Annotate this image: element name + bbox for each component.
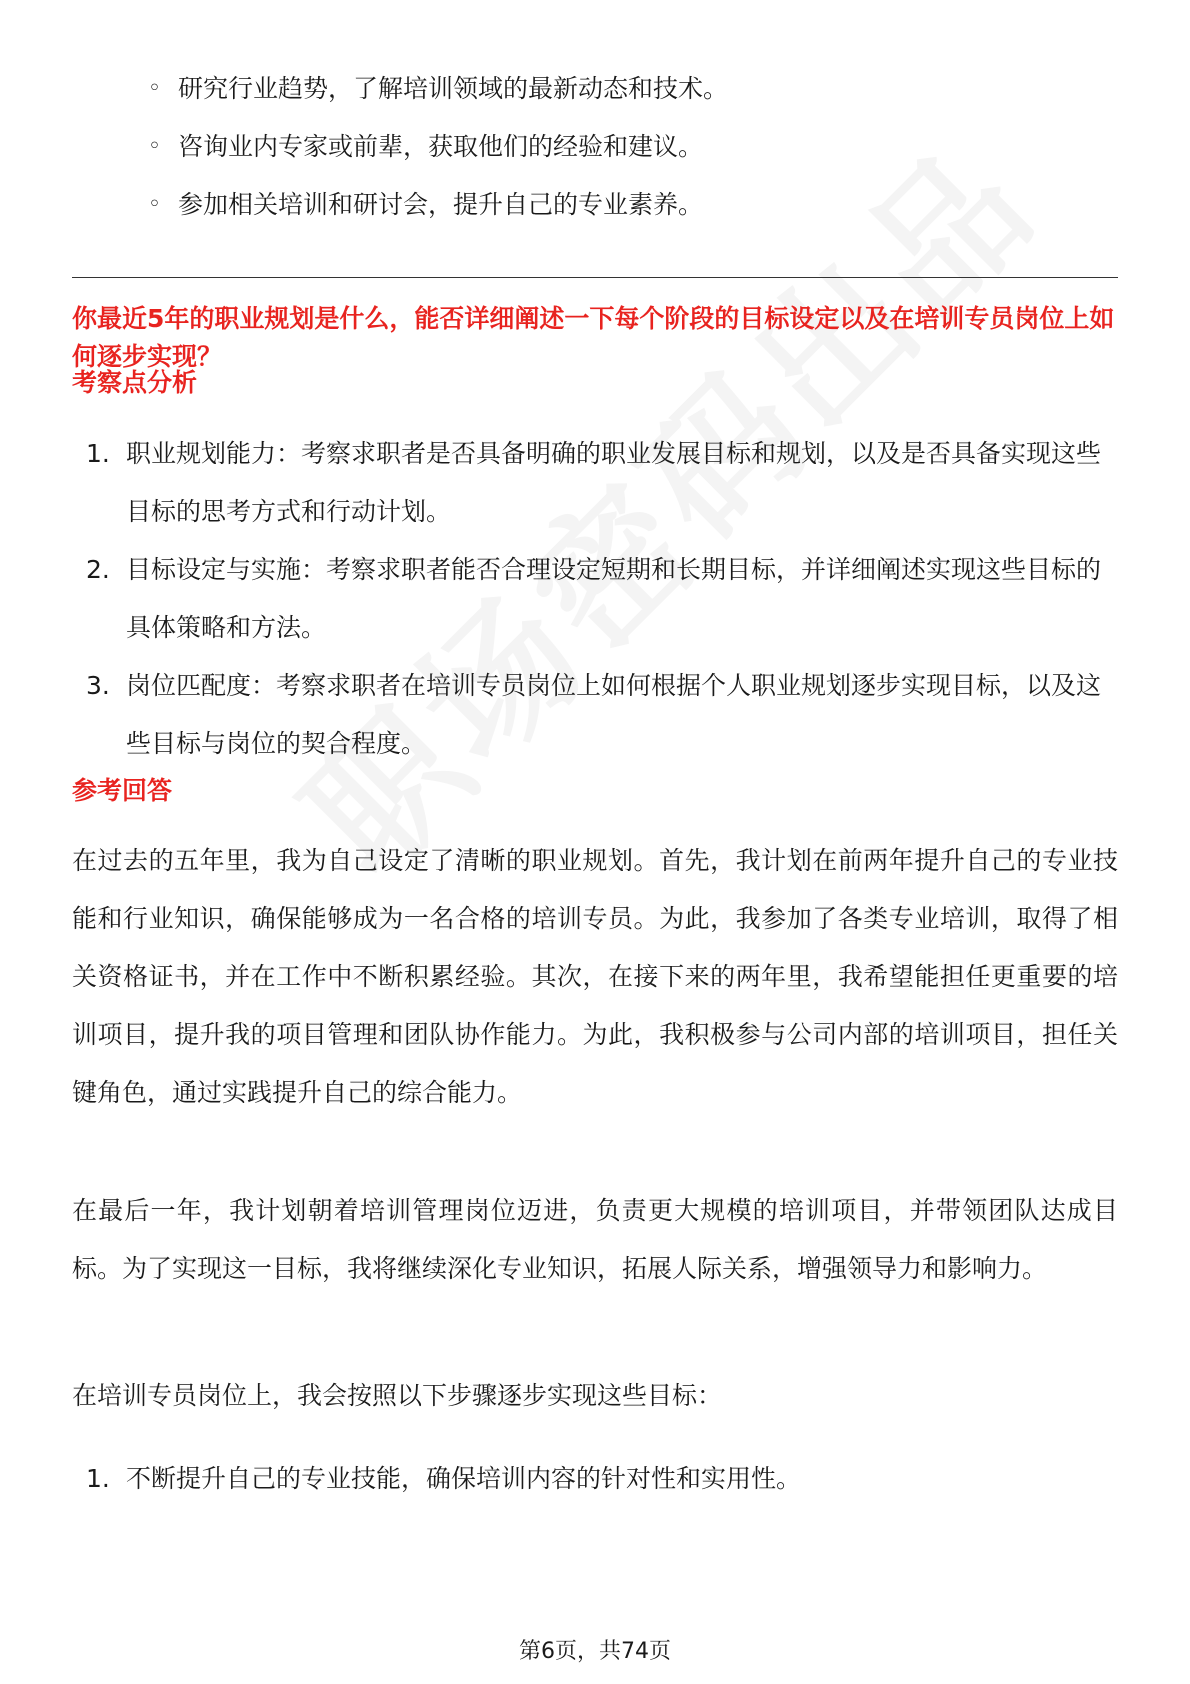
item-text: 目标设定与实施：考察求职者能否合理设定短期和长期目标，并详细阐述实现这些目标的具体策略和方法。 xyxy=(126,555,1102,642)
sub-bullet-list xyxy=(148,60,728,234)
answer-paragraph: 在培训专员岗位上，我会按照以下步骤逐步实现这些目标： xyxy=(72,1381,723,1410)
question-heading: 你最近5年的职业规划是什么，能否详细阐述一下每个阶段的目标设定以及在培训专员岗位上如何逐步实现？ xyxy=(72,304,1115,371)
analysis-item xyxy=(72,425,1118,541)
item-text: 不断提升自己的专业技能，确保培训内容的针对性和实用性。 xyxy=(126,1464,802,1493)
item-text: 岗位匹配度：考察求职者在培训专员岗位上如何根据个人职业规划逐步实现目标，以及这些目标与岗位的契合程度。 xyxy=(126,671,1102,758)
item-number: 3. xyxy=(86,671,110,700)
analysis-heading: 考察点分析 xyxy=(72,368,198,397)
steps-list xyxy=(72,1450,1118,1508)
step-item xyxy=(72,1450,1118,1508)
bullet-marker: ◦ xyxy=(148,134,161,159)
page-footer: 第6页，共74页 xyxy=(519,1639,671,1664)
item-number: 2. xyxy=(86,555,110,584)
list-item xyxy=(148,176,728,234)
answer-paragraph: 在最后一年，我计划朝着培训管理岗位迈进，负责更大规模的培训项目，并带领团队达成目标。为了实现这一目标，我将继续深化专业知识，拓展人际关系，增强领导力和影响力。 xyxy=(72,1196,1118,1283)
list-item-text: 参加相关培训和研讨会，提升自己的专业素养。 xyxy=(178,190,704,219)
section-divider xyxy=(72,277,1118,278)
list-item-text: 研究行业趋势，了解培训领域的最新动态和技术。 xyxy=(178,74,729,103)
item-number: 1. xyxy=(86,1464,110,1493)
item-text: 职业规划能力：考察求职者是否具备明确的职业发展目标和规划，以及是否具备实现这些目标的思考方式和行动计划。 xyxy=(126,439,1102,526)
analysis-item xyxy=(72,541,1118,657)
answer-paragraph: 在过去的五年里，我为自己设定了清晰的职业规划。首先，我计划在前两年提升自己的专业技能和行业知识，确保能够成为一名合格的培训专员。为此，我参加了各类专业培训，取得了相关资格证书，并在工作中不断积累经验。其次，在接下来的两年里，我希望能担任更重要的培训项目，提升我的项目管理和团队协作能力。为此，我积极参与公司内部的培训项目，担任关键角色，通过实践提升自己的综合能力。 xyxy=(72,846,1118,1107)
item-number: 1. xyxy=(86,439,110,468)
analysis-item xyxy=(72,657,1118,773)
list-item-text: 咨询业内专家或前辈，获取他们的经验和建议。 xyxy=(178,132,704,161)
answer-heading: 参考回答 xyxy=(72,776,173,805)
bullet-marker: ◦ xyxy=(148,192,161,217)
analysis-list xyxy=(72,425,1118,773)
list-item xyxy=(148,60,728,118)
bullet-marker: ◦ xyxy=(148,76,161,101)
list-item xyxy=(148,118,728,176)
